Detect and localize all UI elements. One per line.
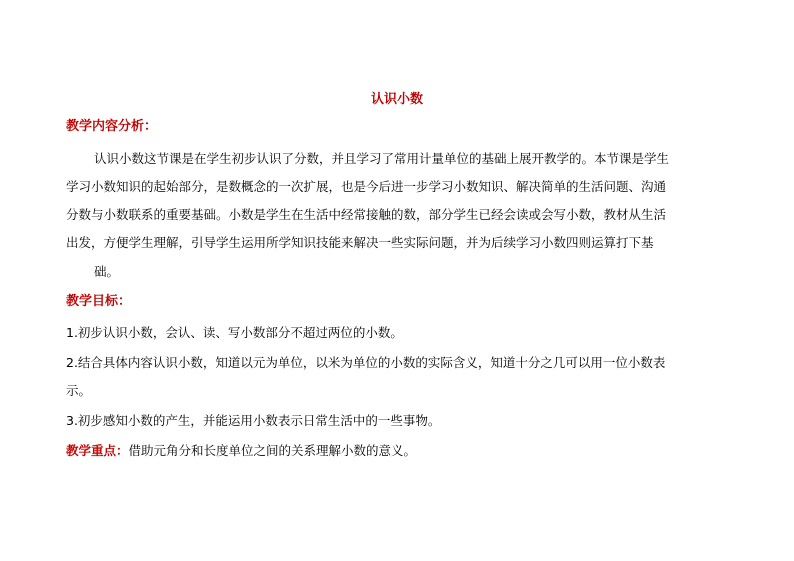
document-title: 认识小数 <box>370 92 423 107</box>
objective-2: 2.结合具体内容认识小数，知道以元为单位，以米为单位的小数的实际含义，知道十分之几可以用一位小数表 <box>66 355 666 370</box>
objectives-heading: 教学目标： <box>66 294 132 309</box>
objective-2-continued: 示。 <box>66 383 92 398</box>
content-analysis-line-2: 学习小数知识的起始部分，是数概念的一次扩展，也是今后进一步学习小数知识、解决简单的生活问题、沟通 <box>66 179 667 194</box>
content-analysis-line-5: 础。 <box>94 264 120 279</box>
content-analysis-line-3: 分数与小数联系的重要基础。小数是学生在生活中经常接触的数，部分学生已经会读或会写小数，教材从生活 <box>66 207 667 222</box>
key-point-heading: 教学重点： <box>66 443 129 458</box>
objective-1: 1.初步认识小数，会认、读、写小数部分不超过两位的小数。 <box>66 325 403 340</box>
content-analysis-heading: 教学内容分析： <box>66 119 158 134</box>
key-point-text: 借助元角分和长度单位之间的关系理解小数的意义。 <box>128 443 417 458</box>
content-analysis-line-1: 认识小数这节课是在学生初步认识了分数，并且学习了常用计量单位的基础上展开教学的。本节课是学生 <box>94 151 670 166</box>
key-point <box>66 441 416 461</box>
objective-3: 3.初步感知小数的产生，并能运用小数表示日常生活中的一些事物。 <box>66 413 441 428</box>
content-analysis-line-4: 出发，方便学生理解，引导学生运用所学知识技能来解决一些实际问题，并为后续学习小数四则运算打下基 <box>66 235 654 250</box>
